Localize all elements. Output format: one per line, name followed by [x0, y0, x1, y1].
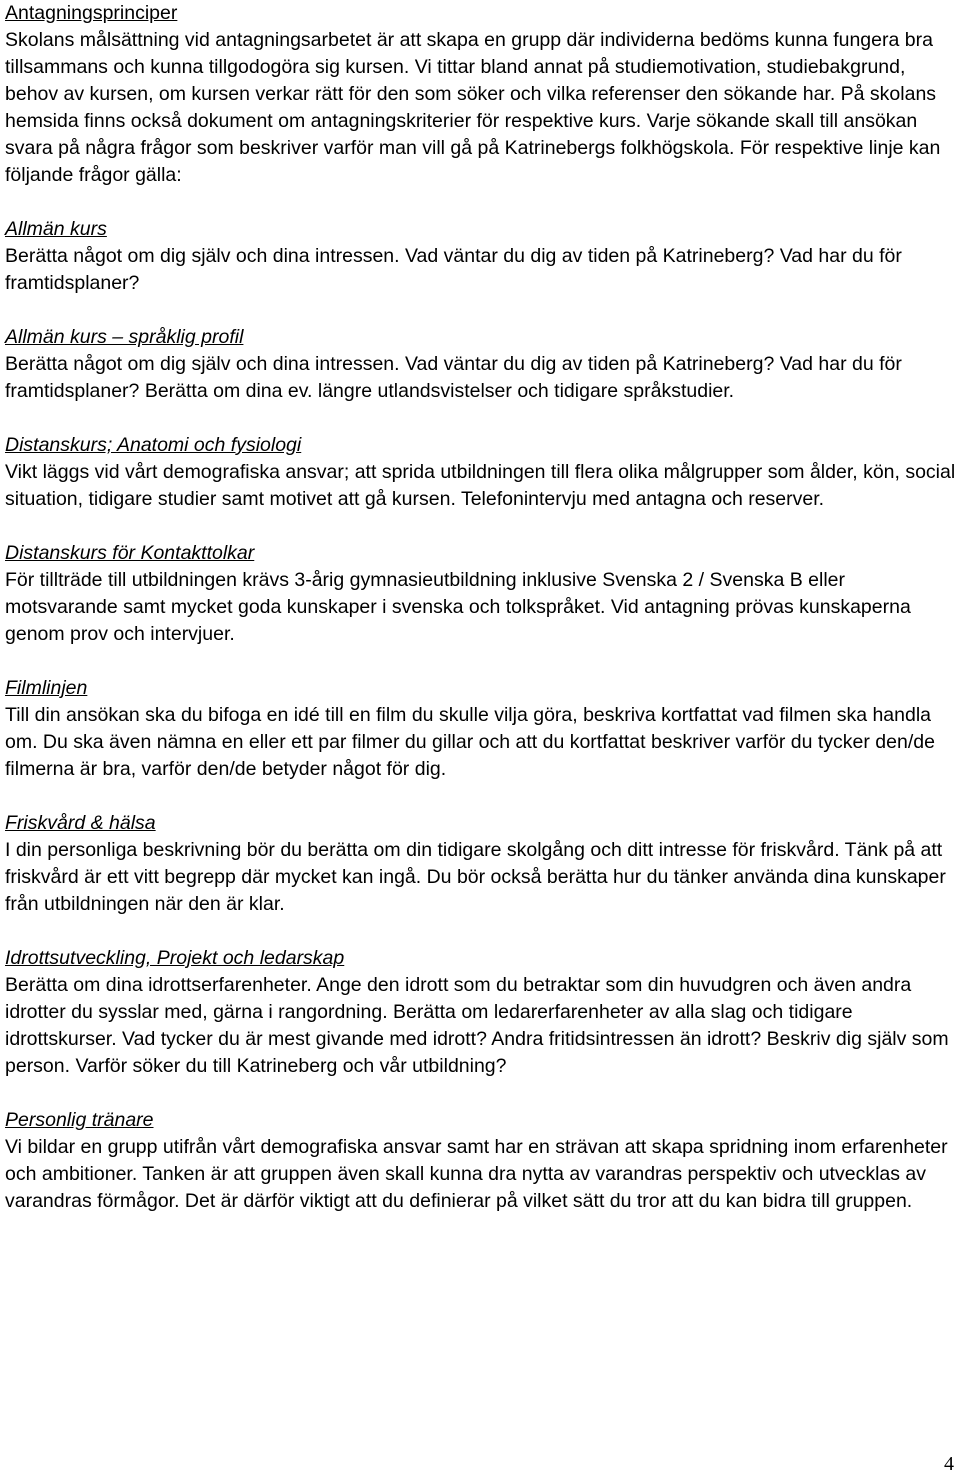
section-text: Skolans målsättning vid antagningsarbetet är att skapa en grupp där individerna bedöms kunna fungera bra tillsammans och kunna tillgodogöra sig kursen. Vi tittar bland annat på studiemotivation, studiebakgrund, behov av kursen, om kursen verkar rätt för den som söker och vilka referenser den sökande har. På skolans hemsida finns också dokument om antagningskriterier för respektive kurs. Varje sökande skall till ansökan svara på några frågor som beskriver varför man vill gå på Katrinebergs folkhögskola. För respektive linje kan följande frågor gälla:: [5, 29, 941, 186]
section-distanskurs-kontakttolkar: [5, 540, 957, 648]
section-filmlinjen: [5, 675, 957, 783]
page-number: 4: [944, 1453, 954, 1475]
section-allman-kurs-spraklig-profil: [5, 324, 957, 405]
section-text: Vikt läggs vid vårt demografiska ansvar; att sprida utbildningen till flera olika målgrupper som ålder, kön, social situation, tidigare studier samt motivet att gå kursen. Telefonintervju med antagna och reserver.: [5, 461, 956, 510]
section-text: Berätta något om dig själv och dina intressen. Vad väntar du dig av tiden på Katrineberg? Vad har du för framtidsplaner? Berätta om dina ev. längre utlandsvistelser och tidigare språkstudier.: [5, 353, 902, 402]
section-distanskurs-anatomi: [5, 432, 957, 513]
section-friskvard-halsa: [5, 810, 957, 918]
section-heading: Distanskurs; Anatomi och fysiologi: [5, 434, 302, 456]
section-heading: Filmlinjen: [5, 677, 88, 699]
section-text: I din personliga beskrivning bör du berätta om din tidigare skolgång och ditt intresse för friskvård. Tänk på att friskvård är ett vitt begrepp där mycket kan ingå. Du bör också berätta hur du tänker använda dina kunskaper från utbildningen när den är klar.: [5, 839, 946, 915]
section-text: För tillträde till utbildningen krävs 3-årig gymnasieutbildning inklusive Svenska 2 / Svenska B eller motsvarande samt mycket goda kunskaper i svenska och tolkspråket. Vid antagning prövas kunskaperna genom prov och intervjuer.: [5, 569, 911, 645]
section-personlig-tranare: [5, 1107, 957, 1215]
section-text: Till din ansökan ska du bifoga en idé till en film du skulle vilja göra, beskriva kortfattat vad filmen ska handla om. Du ska även nämna en eller ett par filmer du gillar och att du kortfattat beskriver varför du tycker den/de filmerna är bra, varför den/de betyder något för dig.: [5, 704, 935, 780]
section-heading: Friskvård & hälsa: [5, 812, 156, 834]
section-text: Vi bildar en grupp utifrån vårt demografiska ansvar samt har en strävan att skapa spridning inom erfarenheter och ambitioner. Tanken är att gruppen även skall kunna dra nytta av varandras perspektiv och utvecklas av varandras förmågor. Det är därför viktigt att du definierar på vilket sätt du tror att du kan bidra till gruppen.: [5, 1136, 948, 1212]
section-idrottsutveckling: [5, 945, 957, 1080]
section-text: Berätta om dina idrottserfarenheter. Ange den idrott som du betraktar som din huvudgren och även andra idrotter du sysslar med, gärna i rangordning. Berätta om ledarerfarenheter av alla slag och tidigare idrottskurser. Vad tycker du är mest givande med idrott? Andra fritidsintressen än idrott? Beskriv dig själv som person. Varför söker du till Katrineberg och vår utbildning?: [5, 974, 949, 1077]
section-text: Berätta något om dig själv och dina intressen. Vad väntar du dig av tiden på Katrineberg? Vad har du för framtidsplaner?: [5, 245, 902, 294]
section-heading: Allmän kurs: [5, 218, 107, 240]
section-heading: Personlig tränare: [5, 1109, 154, 1131]
section-allman-kurs: [5, 216, 957, 297]
section-intro: [5, 0, 957, 189]
section-heading: Distanskurs för Kontakttolkar: [5, 542, 255, 564]
section-heading: Idrottsutveckling, Projekt och ledarskap: [5, 947, 345, 969]
section-heading: Antagningsprinciper: [5, 2, 178, 24]
document-body: [5, 0, 957, 1215]
section-heading: Allmän kurs – språklig profil: [5, 326, 244, 348]
